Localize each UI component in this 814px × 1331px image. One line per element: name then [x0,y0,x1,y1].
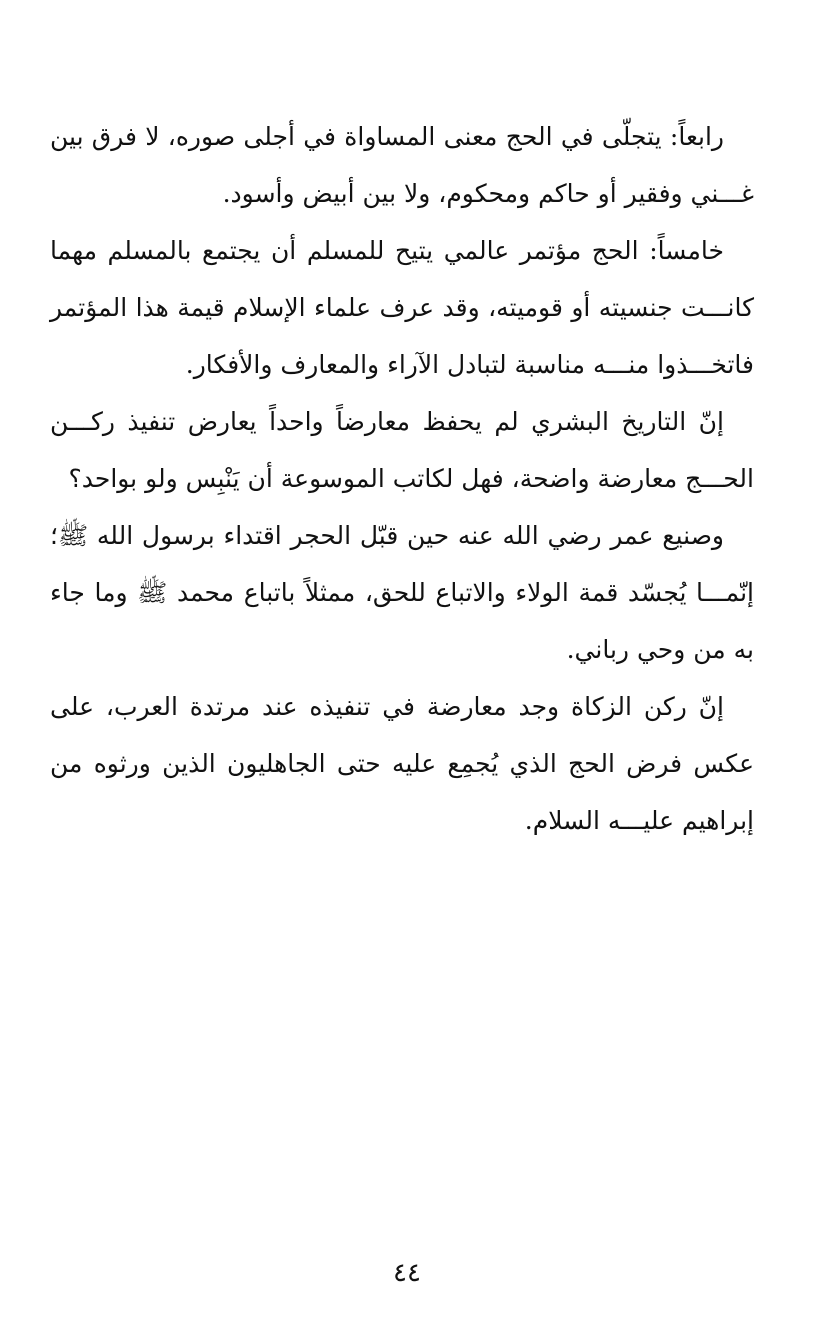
page-body [50,108,754,849]
paragraph-umar-black-stone: وصنيع عمر رضي الله عنه حين قبّل الحجر اقتداء برسول الله ﷺ؛ إنّمـــا يُجسّد قمة الولاء والاتباع للحق، ممثلاً باتباع محمد ﷺ وما جاء به من وحي رباني. [50,521,754,664]
paragraph-fifthly-conference: خامساً: الحج مؤتمر عالمي يتيح للمسلم أن يجتمع بالمسلم مهما كانـــت جنسيته أو قوميته، وقد عرف علماء الإسلام قيمة هذا المؤتمر فاتخـــذوا منـــه مناسبة لتبادل الآراء والمعارف والأفكار. [50,236,754,379]
page-number: ٤٤ [393,1258,421,1288]
paragraph-fourthly-equality: رابعاً: يتجلّى في الحج معنى المساواة في أجلى صوره، لا فرق بين غـــني وفقير أو حاكم ومحكوم، ولا بين أبيض وأسود. [50,122,754,208]
paragraph-history-no-opponent: إنّ التاريخ البشري لم يحفظ معارضاً واحداً يعارض تنفيذ ركـــن الحـــج معارضة واضحة، فهل لكاتب الموسوعة أن يَنْبِس ولو بواحد؟ [50,407,754,493]
paragraph-zakat-opposition: إنّ ركن الزكاة وجد معارضة في تنفيذه عند مرتدة العرب، على عكس فرض الحج الذي يُجمِع عليه حتى الجاهليون الذين ورثوه من إبراهيم عليـــه السلام. [50,692,754,835]
